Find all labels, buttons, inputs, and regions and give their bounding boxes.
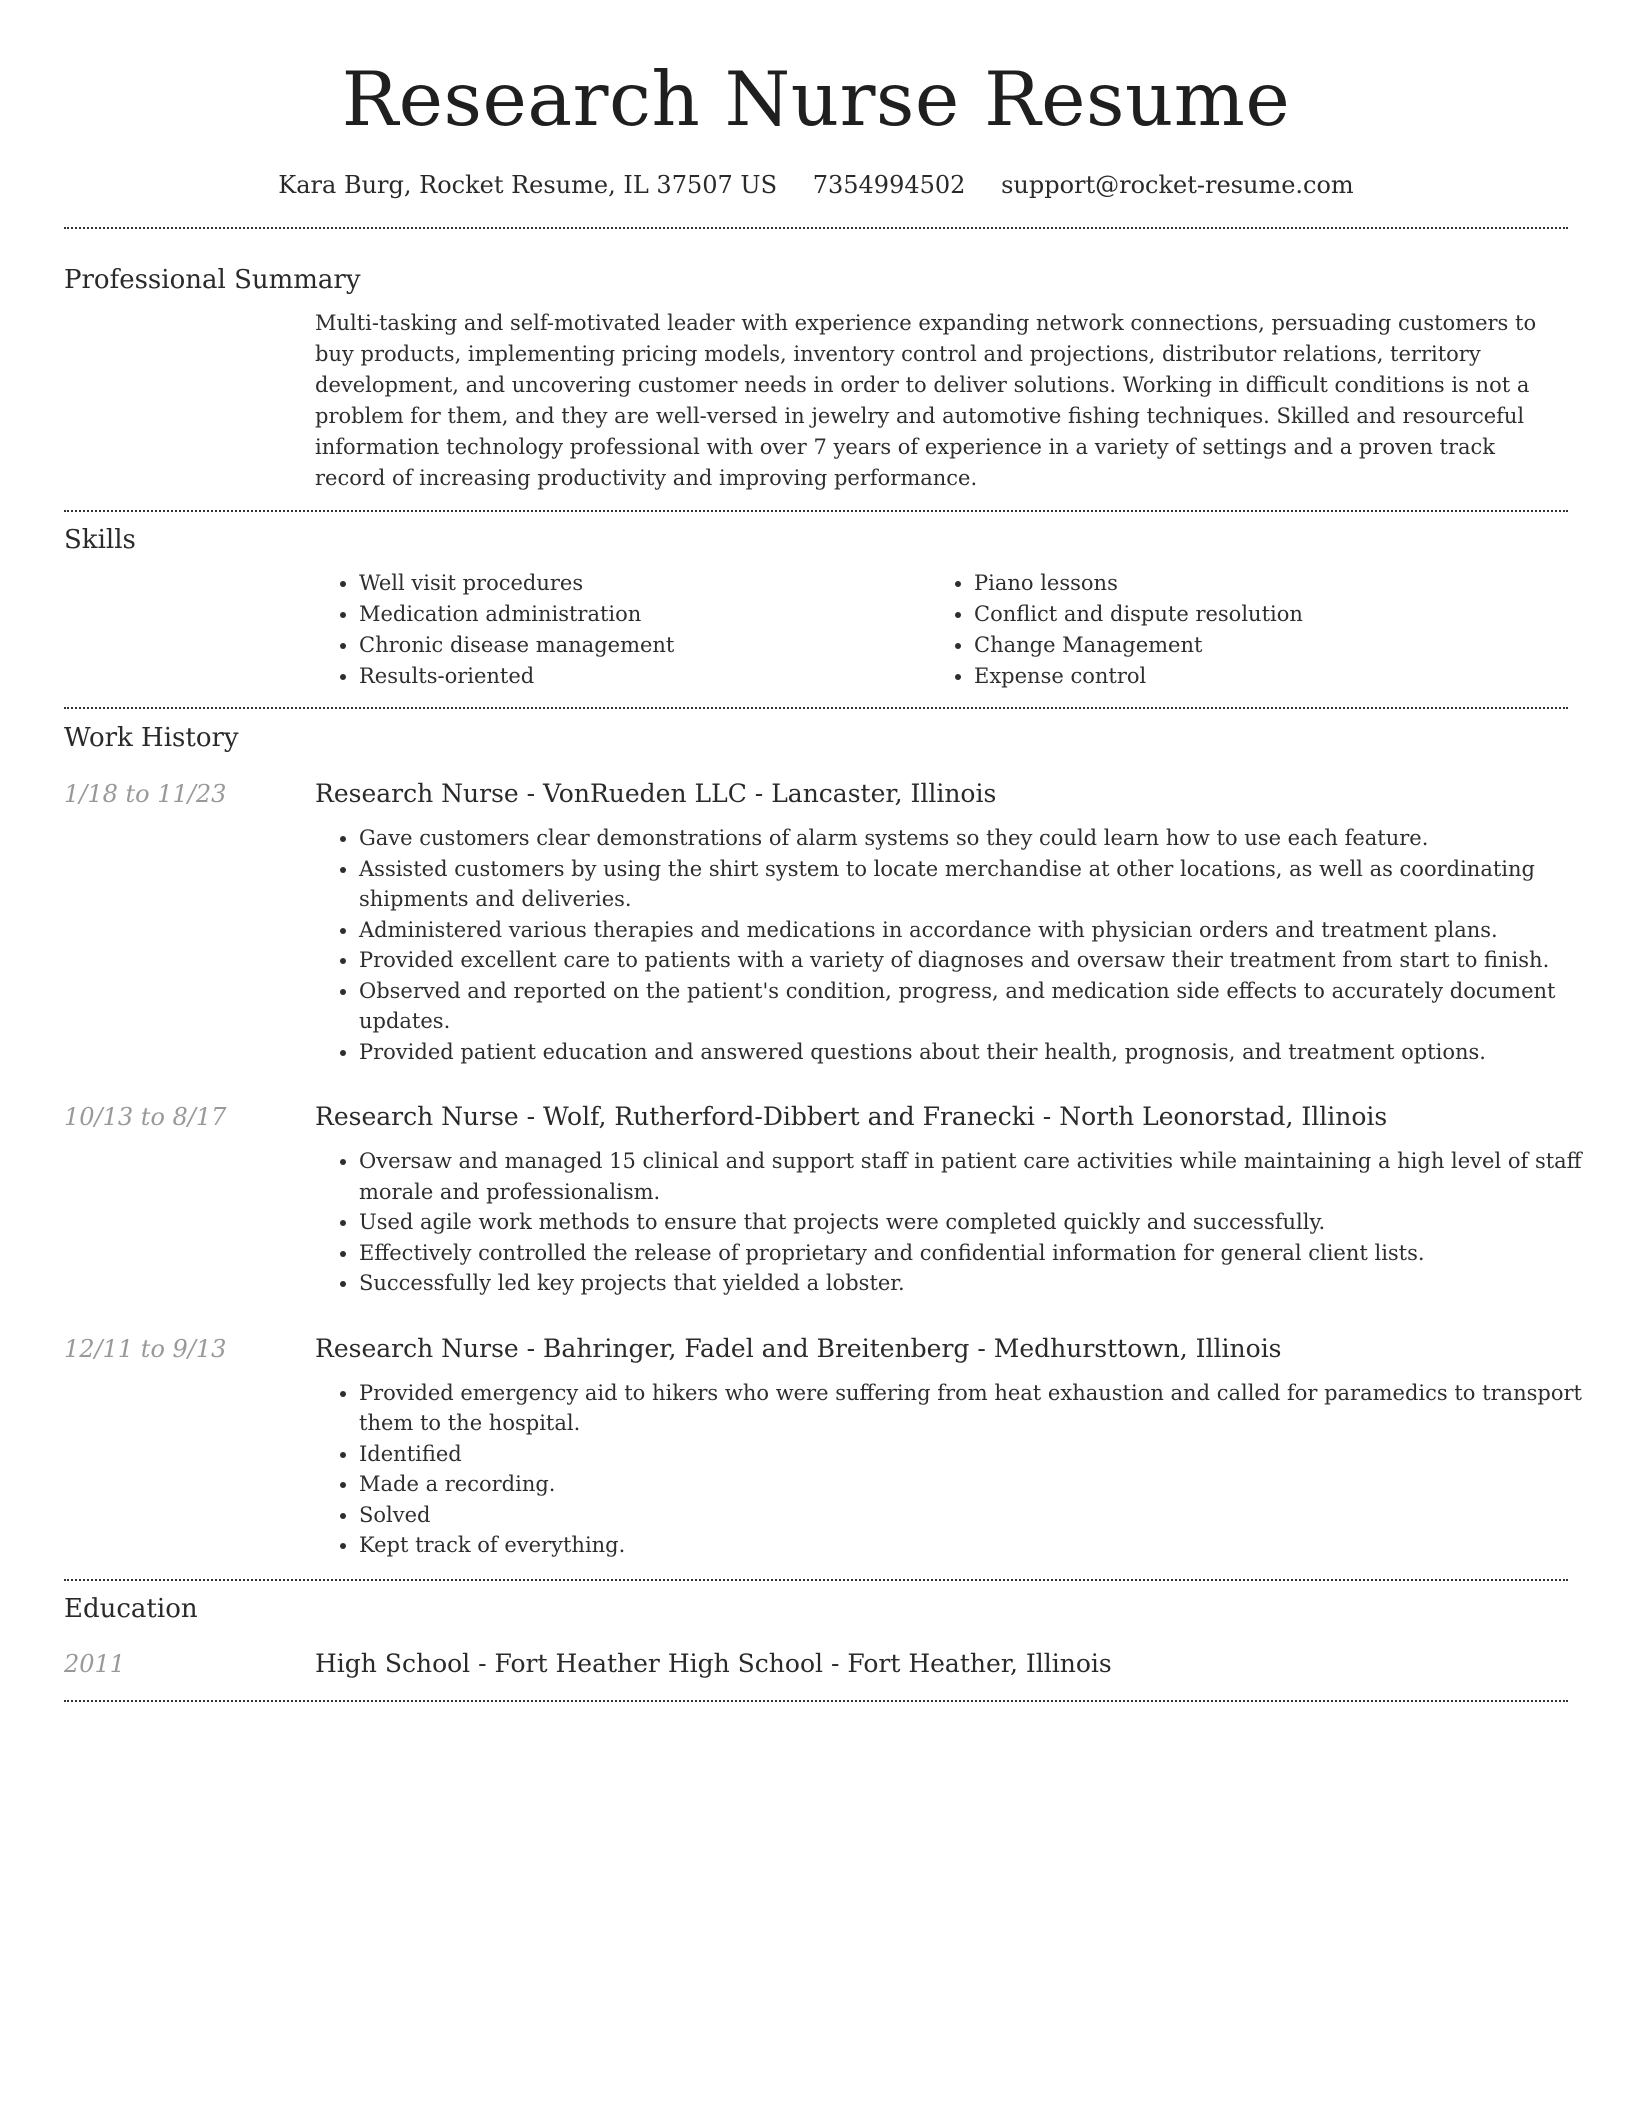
divider <box>64 1700 1568 1702</box>
page-title: Research Nurse Resume <box>341 55 1291 143</box>
job-bullet: • Effectively controlled the release of proprietary and confidential information for general client lists. <box>359 1238 1612 1269</box>
contact-address: Kara Burg, Rocket Resume, IL 37507 US <box>278 171 778 199</box>
job-bullet: • Observed and reported on the patient's condition, progress, and medication side effects to accurately document updates. <box>359 976 1612 1037</box>
contact-line <box>64 169 1568 201</box>
section-title-education: Education <box>64 1593 198 1624</box>
education-entry <box>64 1648 1568 1680</box>
skills-column-right <box>930 568 1545 692</box>
job-entry <box>64 1333 1582 1561</box>
divider <box>64 227 1568 229</box>
job-header <box>64 778 1568 810</box>
job-bullet: • Kept track of everything. <box>359 1530 1612 1561</box>
summary-text: Multi-tasking and self-motivated leader with experience expanding network connections, persuading customers to buy products, implementing pricing models, inventory control and projections, distributor relations, territory development, and uncovering customer needs in order to deliver solutions. Working in difficult conditions is not a problem for them, and they are well-versed in jewelry and automotive fishing techniques. Skilled and resourceful information technology professional with over 7 years of experience in a variety of settings and a proven track record of increasing productivity and improving performance. <box>315 311 1537 490</box>
job-header <box>64 1101 1568 1133</box>
job-details <box>64 1378 1582 1561</box>
divider <box>64 1579 1568 1581</box>
divider <box>64 707 1568 709</box>
skills-list <box>315 568 1568 692</box>
section-title-summary: Professional Summary <box>64 265 361 295</box>
job-dates: 1/18 to 11/23 <box>64 780 227 808</box>
skill-item: • Well visit procedures <box>359 568 930 599</box>
job-bullet: • Used agile work methods to ensure that projects were completed quickly and successfully. <box>359 1207 1612 1238</box>
skill-item: • Change Management <box>974 630 1545 661</box>
skills-column-left <box>315 568 930 692</box>
job-entry <box>64 778 1568 1067</box>
job-bullet: • Successfully led key projects that yielded a lobster. <box>359 1268 1612 1299</box>
job-bullet: • Provided excellent care to patients with a variety of diagnoses and oversaw their treatment from start to finish. <box>359 945 1612 976</box>
job-bullet: • Solved <box>359 1500 1612 1531</box>
job-bullets <box>315 823 1612 1067</box>
job-bullets <box>315 1146 1612 1299</box>
job-bullet: • Provided emergency aid to hikers who were suffering from heat exhaustion and called for paramedics to transport them to the hospital. <box>359 1378 1612 1439</box>
job-header <box>64 1333 1568 1365</box>
divider <box>64 510 1568 512</box>
job-bullet: • Assisted customers by using the shirt system to locate merchandise at other locations, as well as coordinating shipments and deliveries. <box>359 854 1612 915</box>
job-bullet: • Administered various therapies and medications in accordance with physician orders and treatment plans. <box>359 915 1612 946</box>
contact-phone: 7354994502 <box>812 171 966 199</box>
skill-item: • Chronic disease management <box>359 630 930 661</box>
job-dates: 12/11 to 9/13 <box>64 1334 227 1363</box>
resume-page <box>64 0 1582 1702</box>
job-bullet: • Made a recording. <box>359 1469 1612 1500</box>
section-title-skills: Skills <box>64 525 136 555</box>
job-title: Research Nurse - Bahringer, Fadel and Breitenberg - Medhursttown, Illinois <box>315 1333 1282 1363</box>
job-title: Research Nurse - Wolf, Rutherford-Dibbert and Franecki - North Leonorstad, Illinois <box>315 1102 1388 1131</box>
skill-item: • Medication administration <box>359 599 930 630</box>
skill-item: • Results-oriented <box>359 661 930 692</box>
summary-row <box>64 308 1568 494</box>
job-bullet: • Oversaw and managed 15 clinical and support staff in patient care activities while maintaining a high level of staff morale and professionalism. <box>359 1146 1612 1207</box>
job-details <box>64 1146 1582 1299</box>
skill-item: • Expense control <box>974 661 1545 692</box>
job-title: Research Nurse - VonRueden LLC - Lancaster, Illinois <box>315 779 997 808</box>
section-title-work: Work History <box>64 723 239 753</box>
education-title: High School - Fort Heather High School - Fort Heather, Illinois <box>315 1648 1112 1678</box>
education-year: 2011 <box>64 1649 126 1678</box>
skill-item: • Conflict and dispute resolution <box>974 599 1545 630</box>
job-entry <box>64 1101 1582 1299</box>
job-bullet: • Provided patient education and answered questions about their health, prognosis, and treatment options. <box>359 1037 1612 1068</box>
job-bullet: • Gave customers clear demonstrations of alarm systems so they could learn how to use each feature. <box>359 823 1612 854</box>
job-bullets <box>315 1378 1612 1561</box>
job-details <box>64 823 1568 1067</box>
skills-row <box>64 568 1568 692</box>
job-dates: 10/13 to 8/17 <box>64 1103 227 1131</box>
job-bullet: • Identified <box>359 1439 1612 1470</box>
contact-email: support@rocket-resume.com <box>1001 171 1354 199</box>
skill-item: • Piano lessons <box>974 568 1545 599</box>
